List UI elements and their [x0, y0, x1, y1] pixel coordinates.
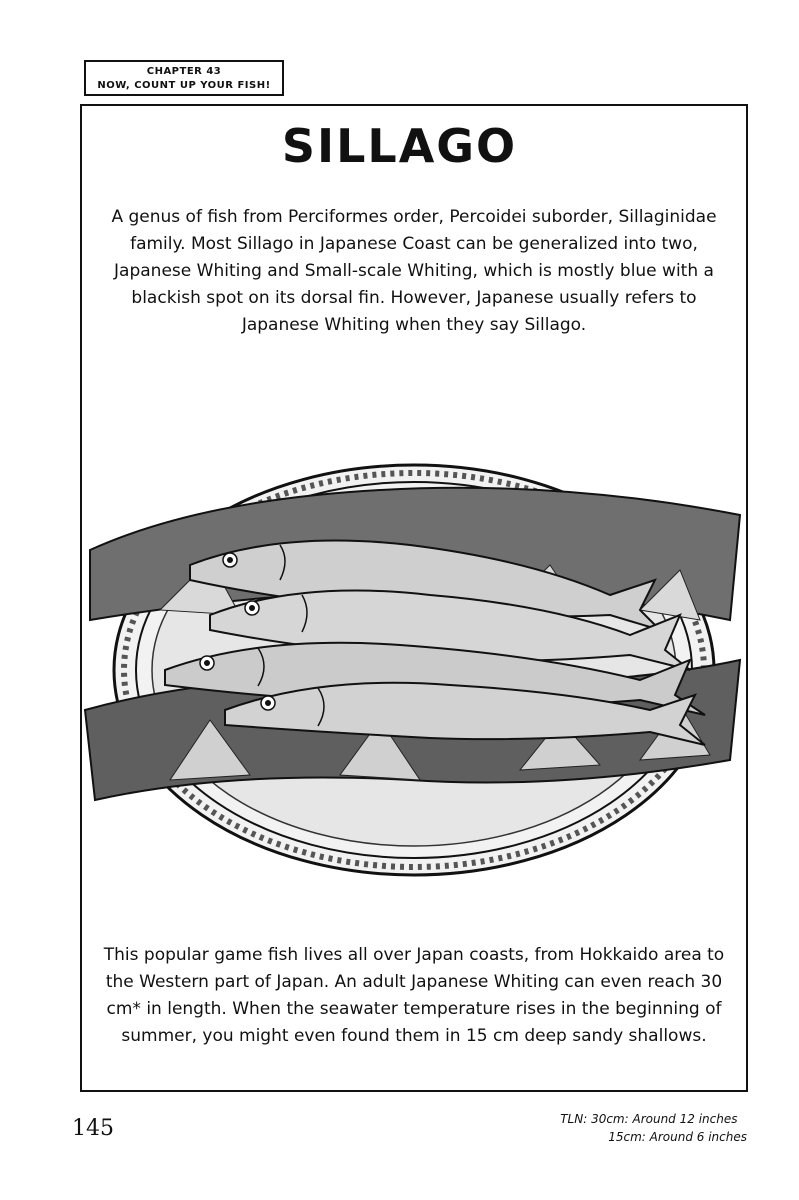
- page-title: SILLAGO: [281, 119, 518, 173]
- page-number: 145: [72, 1116, 114, 1141]
- translator-note-line: TLN: 30cm: Around 12 inches: [560, 1112, 738, 1126]
- body-paragraph: This popular game fish lives all over Japan coasts, from Hokkaido area to the Western part of Japan. An adult Japanese Whiting can even reach 30 cm* in length. When the seawater temperature rises in the beginning of summer, you might even found them in 15 cm deep sandy shallows.: [103, 945, 725, 1046]
- chapter-title: NOW, COUNT UP YOUR FISH!: [97, 80, 271, 91]
- fish-basket-illustration: [80, 420, 748, 900]
- translator-note-line: 15cm: Around 6 inches: [608, 1130, 747, 1144]
- chapter-label-box: [84, 60, 284, 96]
- intro-paragraph: A genus of fish from Perciformes order, Percoidei suborder, Sillaginidae family. Most Sillago in Japanese Coast can be generalized into two, Japanese Whiting and Small-scale Whiting, which is mostly blue with a blackish spot on its dorsal fin. However, Japanese usually refers to Japanese Whiting when they say Sillago.: [111, 207, 717, 335]
- translator-note: [560, 1110, 747, 1146]
- chapter-number: CHAPTER 43: [146, 66, 222, 77]
